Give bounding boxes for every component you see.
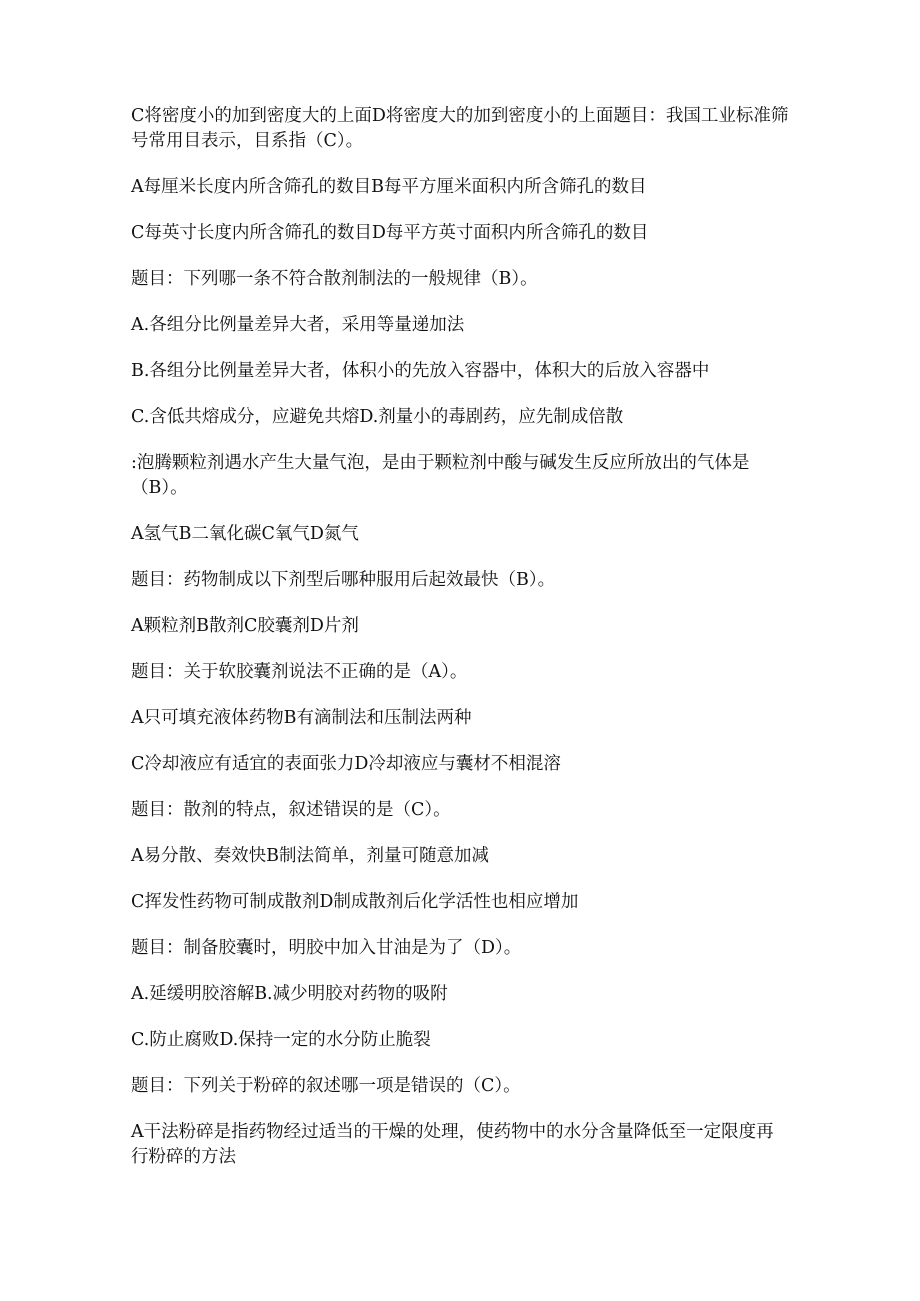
paragraph-12: 题目：关于软胶囊剂说法不正确的是（A）。 — [131, 662, 468, 682]
paragraph-15: 题目：散剂的特点，叙述错误的是（C）。 — [131, 800, 451, 820]
paragraph-9: A氢气B二氧化碳C氧气D氮气 — [131, 524, 359, 544]
paragraph-7: C.含低共熔成分，应避免共熔D.剂量小的毒剧药，应先制成倍散 — [131, 407, 624, 427]
paragraph-6: B.各组分比例量差异大者，体积小的先放入容器中，体积大的后放入容器中 — [131, 361, 710, 381]
paragraph-21: 题目：下列关于粉碎的叙述哪一项是错误的（C）。 — [131, 1076, 521, 1096]
paragraph-22: A干法粉碎是指药物经过适当的干燥的处理，使药物中的水分含量降低至一定限度再行粉碎的方法 — [131, 1122, 774, 1167]
paragraph-18: 题目：制备胶囊时，明胶中加入甘油是为了（D）。 — [131, 938, 522, 958]
paragraph-19: A.延缓明胶溶解B.减少明胶对药物的吸附 — [131, 984, 448, 1004]
paragraph-2: A每厘米长度内所含筛孔的数目B每平方厘米面积内所含筛孔的数目 — [131, 177, 647, 197]
paragraph-3: C每英寸长度内所含筛孔的数目D每平方英寸面积内所含筛孔的数目 — [131, 223, 649, 243]
paragraph-4: 题目：下列哪一条不符合散剂制法的一般规律（B）。 — [131, 269, 538, 289]
paragraph-16: A易分散、奏效快B制法简单，剂量可随意加减 — [131, 846, 489, 866]
paragraph-17: C挥发性药物可制成散剂D制成散剂后化学活性也相应增加 — [131, 892, 579, 912]
paragraph-13: A只可填充液体药物B有滴制法和压制法两种 — [131, 708, 472, 728]
paragraph-11: A颗粒剂B散剂C胶囊剂D片剂 — [131, 616, 359, 636]
paragraph-14: C冷却液应有适宜的表面张力D冷却液应与囊材不相混溶 — [131, 754, 561, 774]
paragraph-20: C.防止腐败D.保持一定的水分防止脆裂 — [131, 1030, 431, 1050]
paragraph-8: :泡腾颗粒剂遇水产生大量气泡，是由于颗粒剂中酸与碱发生反应所放出的气体是（B）。 — [131, 453, 750, 498]
paragraph-1: C将密度小的加到密度大的上面D将密度大的加到密度小的上面题目：我国工业标准筛号常用目表示，目系指（C）。 — [131, 106, 789, 151]
paragraph-5: A.各组分比例量差异大者，采用等量递加法 — [131, 315, 465, 335]
document-body — [131, 104, 791, 1191]
paragraph-10: 题目：药物制成以下剂型后哪种服用后起效最快（B）。 — [131, 570, 556, 590]
